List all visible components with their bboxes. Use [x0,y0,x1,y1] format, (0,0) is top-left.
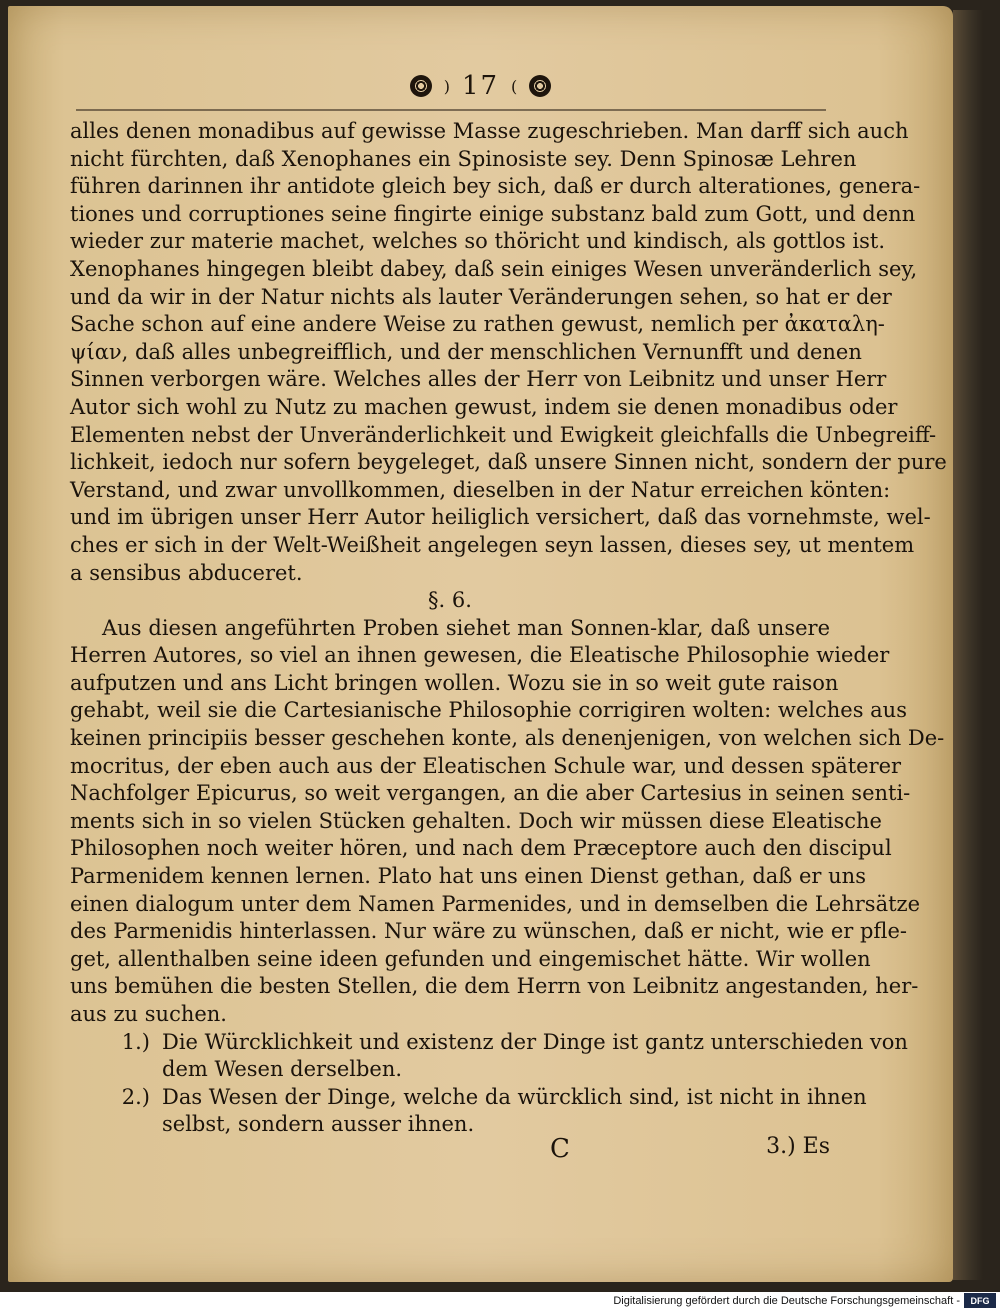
paragraph-2 [70,615,945,1029]
catchword: 3.) Es [766,1134,830,1159]
page-footer-marks [70,1134,830,1170]
text-line: lichkeit, iedoch nur sofern beygeleget, daß unsere Sinnen nicht, sondern der pure [70,450,947,475]
text-line: Sache schon auf eine andere Weise zu rathen gewust, nemlich per ἀκαταλη- [70,312,885,337]
dfg-logo: DFG [964,1293,996,1308]
text-line: Elementen nebst der Unveränderlichkeit und Ewigkeit gleichfalls die Unbegreiff- [70,422,937,447]
text-line: a sensibus abduceret. [70,560,303,585]
text-line: und im übrigen unser Herr Autor heiliglich versichert, daß das vornehmste, wel- [70,505,931,530]
text-line: Philosophen noch weiter hören, und nach dem Præceptore auch den discipul [70,836,892,861]
flower-ornament-icon [529,75,551,97]
flower-ornament-icon [410,75,432,97]
text-line: führen darinnen ihr antidote gleich bey sich, daß er durch alterationes, genera- [70,174,921,199]
page-header [8,66,953,106]
text-line: get, allenthalben seine ideen gefunden und eingemischet hätte. Wir wollen [70,946,871,971]
text-line: einen dialogum unter dem Namen Parmenides, und in demselben die Lehrsätze [70,891,921,916]
text-line: gehabt, weil sie die Cartesianische Philosophie corrigiren wolten: welches aus [70,698,907,723]
text-line: ψίαν, daß alles unbegreifflich, und der menschlichen Vernunfft und denen [70,339,862,364]
page-text [70,118,947,1139]
text-line: Nachfolger Epicurus, so weit vergangen, an die aber Cartesius in seinen senti- [70,781,911,806]
text-line: Parmenidem kennen lernen. Plato hat uns einen Dienst gethan, daß er uns [70,864,866,889]
book-page [8,6,953,1282]
text-line: Sinnen verborgen wäre. Welches alles der Herr von Leibnitz und unser Herr [70,367,887,392]
list-item [70,1084,867,1112]
signature-mark: C [550,1134,570,1164]
text-line: ments sich in so vielen Stücken gehalten. Doch wir müssen diese Eleatische [70,808,882,833]
text-line: aufputzen und ans Licht bringen wollen. Wozu sie in so weit gute raison [70,670,839,695]
header-paren-right: ( [511,76,518,96]
book-edge [953,10,983,1280]
text-line: Xenophanes hingegen bleibt dabey, daß sein einiges Wesen unveränderlich sey, [70,256,918,281]
list-text-continued: dem Wesen derselben. [162,1057,403,1082]
list-text: Das Wesen der Dinge, welche da würcklich sind, ist nicht in ihnen [162,1084,867,1109]
text-line: uns bemühen die besten Stellen, die dem Herrn von Leibnitz angestanden, her- [70,974,919,999]
header-paren-left: ) [443,76,450,96]
section-title: §. 6. [428,588,472,613]
list-item [70,1029,908,1057]
text-line: Verstand, und zwar unvollkommen, dieselben in der Natur erreichen könten: [70,477,891,502]
text-line: tiones und corruptiones seine fingirte einige substanz bald zum Gott, und denn [70,201,916,226]
header-rule [76,109,826,111]
text-line: nicht fürchten, daß Xenophanes ein Spinosiste sey. Denn Spinosæ Lehren [70,146,857,171]
paragraph-1 [70,118,947,587]
text-line: Herren Autores, so viel an ihnen gewesen, die Eleatische Philosophie wieder [70,643,890,668]
text-line: Aus diesen angeführten Proben siehet man Sonnen-klar, daß unsere [102,615,830,640]
text-line: und da wir in der Natur nichts als lauter Veränderungen sehen, so hat er der [70,284,892,309]
text-line: Autor sich wohl zu Nutz zu machen gewust, indem sie denen monadibus oder [70,394,898,419]
text-line: alles denen monadibus auf gewisse Masse zugeschrieben. Man darff sich auch [70,119,909,143]
list-text: Die Würcklichkeit und existenz der Dinge ist gantz unterschieden von [162,1029,908,1054]
text-line: mocritus, der eben auch aus der Eleatischen Schule war, und dessen späterer [70,753,902,778]
list-number: 2.) [121,1084,150,1109]
text-line: aus zu suchen. [70,1002,227,1026]
list-text-continued: selbst, sondern ausser ihnen. [162,1112,475,1137]
numbered-list [70,1029,908,1139]
page-number: 17 [461,71,500,101]
text-line: wieder zur materie machet, welches so thöricht und kindisch, als gottlos ist. [70,229,886,254]
text-line: des Parmenidis hinterlassen. Nur wäre zu wünschen, daß er nicht, wie er pfle- [70,919,907,944]
text-line: ches er sich in der Welt-Weißheit angelegen seyn lassen, dieses sey, ut mentem [70,532,915,557]
list-number: 1.) [121,1029,150,1054]
text-line: keinen principiis besser geschehen konte, als denenjenigen, von welchen sich De- [70,726,945,751]
digitization-credit: Digitalisierung gefördert durch die Deutsche Forschungsgemeinschaft - [0,1292,1000,1310]
